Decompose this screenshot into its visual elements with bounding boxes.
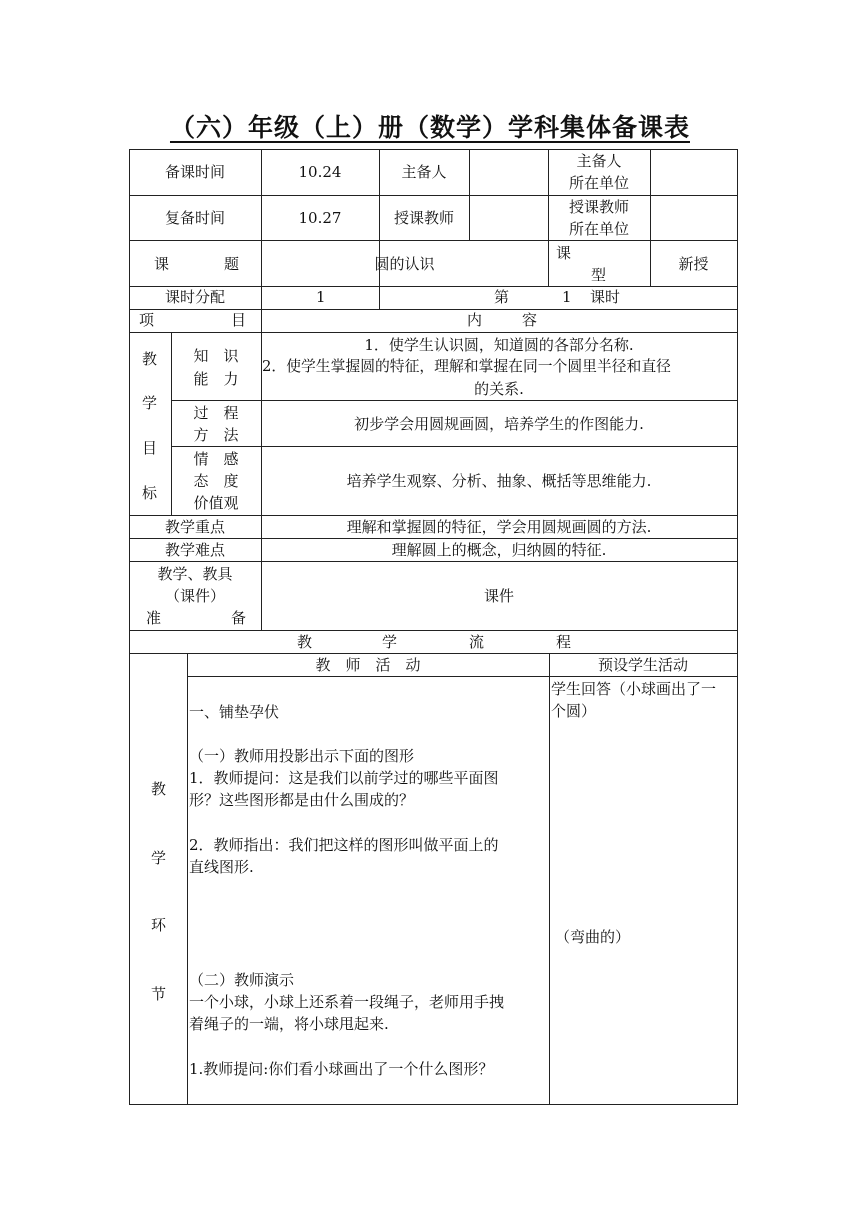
process-label: 过 程 bbox=[193, 404, 239, 422]
flow-heading-char: 流 bbox=[469, 633, 485, 651]
emotion-text: 培养学生观察、分析、抽象、概括等思维能力. bbox=[346, 472, 652, 490]
item-label-2: 目 bbox=[231, 311, 247, 329]
difficult-point-text: 理解圆上的概念，归纳圆的特征. bbox=[391, 541, 607, 559]
flow-side-char: 教 bbox=[151, 780, 167, 798]
flow-side-char: 环 bbox=[151, 916, 167, 934]
topic-label: 课 bbox=[154, 255, 170, 273]
page-title: （六）年级（上）册（数学）学科集体备课表 bbox=[169, 113, 690, 142]
teacher-activity-line: 着绳子的一端，将小球甩起来. bbox=[189, 1015, 389, 1033]
flow-heading-char: 教 bbox=[297, 633, 313, 651]
knowledge-label-2: 能 力 bbox=[193, 370, 239, 388]
flow-heading-char: 学 bbox=[382, 633, 398, 651]
flow-side-char: 学 bbox=[151, 849, 167, 867]
type-label-2: 型 bbox=[591, 266, 607, 284]
process-label-2: 方 法 bbox=[193, 426, 239, 444]
knowledge-label: 知 识 bbox=[193, 347, 239, 365]
teacher-activity-heading: 教 师 活 动 bbox=[315, 656, 421, 674]
teacher-activity-line: 一、铺垫孕伏 bbox=[189, 703, 280, 721]
period-number: 1 bbox=[562, 288, 572, 306]
student-activity-line: 学生回答（小球画出了一 bbox=[551, 680, 717, 698]
student-activity-line: 个圆） bbox=[551, 702, 597, 720]
hours-value: 1 bbox=[316, 288, 326, 306]
teacher-activity-line: 1．教师提问：这是我们以前学过的哪些平面图 bbox=[189, 769, 499, 787]
tools-label-3: 准 bbox=[146, 609, 162, 627]
flow-side-char: 节 bbox=[151, 985, 167, 1003]
topic-value: 圆的认识 bbox=[374, 255, 435, 273]
teacher-activity-line: 一个小球，小球上还系着一段绳子，老师用手拽 bbox=[189, 993, 505, 1011]
period-suffix: 课时 bbox=[590, 288, 621, 306]
review-time-value: 10.27 bbox=[298, 209, 342, 227]
knowledge-line: 2．使学生掌握圆的特征，理解和掌握在同一个圆里半径和直径 bbox=[262, 358, 671, 375]
flow-heading-char: 程 bbox=[556, 633, 572, 651]
teacher-activity-line: （一）教师用投影出示下面的图形 bbox=[189, 747, 415, 765]
content-label: 内 bbox=[467, 311, 483, 329]
content-label-2: 容 bbox=[522, 311, 538, 329]
tools-label: 教学、教具 bbox=[157, 565, 233, 583]
key-point-text: 理解和掌握圆的特征，学会用圆规画圆的方法. bbox=[346, 518, 652, 536]
type-label: 课 bbox=[556, 244, 572, 262]
process-text: 初步学会用圆规画圆，培养学生的作图能力. bbox=[354, 415, 644, 433]
student-activity-line: （弯曲的） bbox=[555, 928, 631, 946]
main-preparer-unit-label: 主备人 bbox=[576, 152, 622, 170]
teacher-unit-label-2: 所在单位 bbox=[568, 220, 629, 238]
teacher-activity-line: 1.教师提问:你们看小球画出了一个什么图形？ bbox=[189, 1060, 494, 1078]
knowledge-line: 的关系. bbox=[474, 380, 524, 398]
goals-side-char: 目 bbox=[142, 439, 158, 457]
main-preparer-unit-label-2: 所在单位 bbox=[568, 174, 629, 192]
emotion-label-2: 态 度 bbox=[193, 472, 239, 490]
tools-label-4: 备 bbox=[231, 609, 247, 627]
item-label: 项 bbox=[139, 311, 155, 329]
difficult-point-label: 教学难点 bbox=[164, 541, 225, 559]
tools-text: 课件 bbox=[483, 587, 514, 605]
prep-time-value: 10.24 bbox=[298, 163, 342, 181]
review-time-label: 复备时间 bbox=[164, 209, 225, 227]
knowledge-line: 1．使学生认识圆，知道圆的各部分名称. bbox=[364, 336, 634, 354]
emotion-label: 情 感 bbox=[193, 450, 239, 468]
type-value: 新授 bbox=[678, 255, 709, 273]
teacher-activity-line: 2．教师指出：我们把这样的图形叫做平面上的 bbox=[189, 836, 499, 854]
student-activity-heading: 预设学生活动 bbox=[597, 656, 688, 674]
goals-side-char: 教 bbox=[142, 350, 158, 368]
goals-side-char: 学 bbox=[142, 394, 158, 412]
teacher-activity-line: 直线图形. bbox=[189, 858, 254, 876]
period-prefix: 第 bbox=[494, 288, 510, 306]
goals-side-char: 标 bbox=[142, 484, 158, 502]
topic-label-2: 题 bbox=[224, 255, 240, 273]
teacher-unit-label: 授课教师 bbox=[568, 198, 629, 216]
teacher-activity-line: 形？这些图形都是由什么围成的？ bbox=[189, 791, 415, 809]
teacher-label: 授课教师 bbox=[393, 209, 454, 227]
prep-time-label: 备课时间 bbox=[164, 163, 225, 181]
main-preparer-label: 主备人 bbox=[401, 163, 447, 181]
tools-label-2: （课件） bbox=[164, 587, 225, 605]
emotion-label-3: 价值观 bbox=[193, 494, 239, 512]
hours-label: 课时分配 bbox=[164, 288, 225, 306]
key-point-label: 教学重点 bbox=[164, 518, 225, 536]
teacher-activity-line: （二）教师演示 bbox=[189, 971, 295, 989]
